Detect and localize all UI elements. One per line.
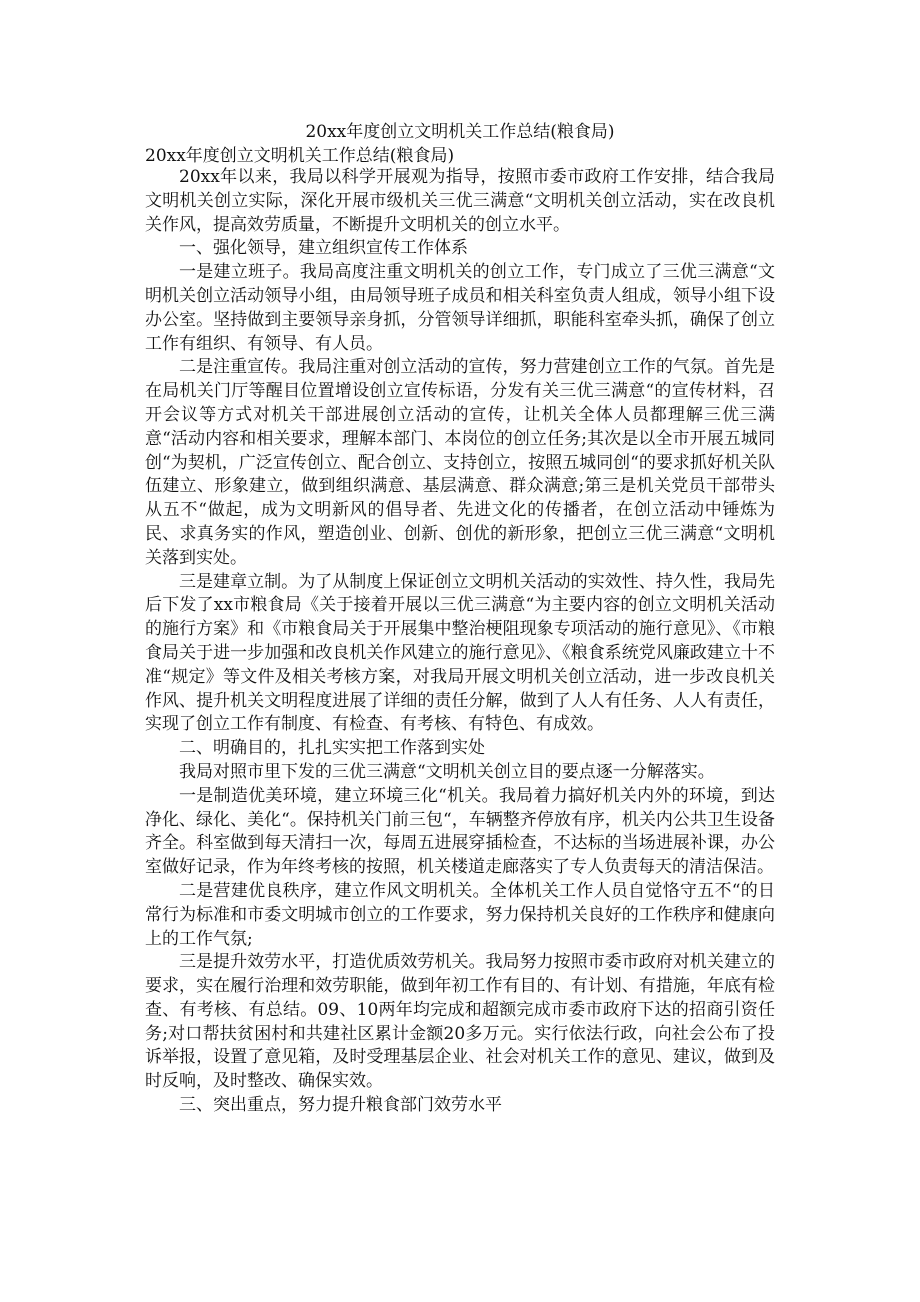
body-paragraph: 我局对照市里下发的三优三满意“文明机关创立目的要点逐一分解落实。: [179, 761, 715, 782]
body-paragraph: 一是建立班子。我局高度注重文明机关的创立工作，专门成立了三优三满意“文明机关创立活动领导小组，由局领导班子成员和相关科室负责人组成，领导小组下设办公室。坚持做到主要领导亲身抓，分管领导详细抓，职能科室牵头抓，确保了创立工作有组织、有领导、有人员。: [145, 262, 775, 354]
body-paragraph: 二是营建优良秩序，建立作风文明机关。全体机关工作人员自觉恪守五不“的日常行为标准和市委文明城市创立的工作要求，努力保持机关良好的工作秩序和健康向上的工作气氛;: [145, 880, 775, 949]
document-title: 20xx年度创立文明机关工作总结(粮食局): [305, 122, 615, 142]
body-paragraph: 三是建章立制。为了从制度上保证创立文明机关活动的实效性、持久性，我局先后下发了xx市粮食局《关于接着开展以三优三满意“为主要内容的创立文明机关活动的施行方案》和《市粮食局关于开展集中整治梗阻现象专项活动的施行意见》、《市粮食局关于进一步加强和改良机关作风建立的施行意见》、《粮食系统党风廉政建立十不准“规定》等文件及相关考核方案，对我局开展文明机关创立活动，进一步改良机关作风、提升机关文明程度进展了详细的责任分解，做到了人人有任务、人人有责任，实现了创立工作有制度、有检查、有考核、有特色、有成效。: [145, 571, 775, 735]
body-paragraph: 二是注重宣传。我局注重对创立活动的宣传，努力营建创立工作的气氛。首先是在局机关门厅等醒目位置增设创立宣传标语，分发有关三优三满意“的宣传材料，召开会议等方式对机关干部进展创立活动的宣传，让机关全体人员都理解三优三满意“活动内容和相关要求，理解本部门、本岗位的创立任务;其次是以全市开展五城同创“为契机，广泛宣传创立、配合创立、支持创立，按照五城同创“的要求抓好机关队伍建立、形象建立，做到组织满意、基层满意、群众满意;第三是机关党员干部带头从五不“做起，成为文明新风的倡导者、先进文化的传播者，在创立活动中锤炼为民、求真务实的作风，塑造创业、创新、创优的新形象，把创立三优三满意“文明机关落到实处。: [145, 357, 775, 568]
document-body: [145, 166, 775, 1118]
body-paragraph: 一是制造优美环境，建立环境三化“机关。我局着力搞好机关内外的环境，到达净化、绿化、美化“。保持机关门前三包“，车辆整齐停放有序，机关内公共卫生设备齐全。科室做到每天清扫一次，每周五进展穿插检查，不达标的当场进展补课，办公室做好记录，作为年终考核的按照，机关楼道走廊落实了专人负责每天的清洁保洁。: [145, 785, 775, 878]
section-heading-1: 一、强化领导，建立组织宣传工作体系: [179, 238, 468, 259]
section-heading-3: 三、突出重点，努力提升粮食部门效劳水平: [179, 1095, 502, 1116]
body-paragraph: 三是提升效劳水平，打造优质效劳机关。我局努力按照市委市政府对机关建立的要求，实在履行治理和效劳职能，做到年初工作有目的、有计划、有措施，年底有检查、有考核、有总结。09、10两年均完成和超额完成市委市政府下达的招商引资任务;对口帮扶贫困村和共建社区累计金额20多万元。实行依法行政，向社会公布了投诉举报，设置了意见箱，及时受理基层企业、社会对机关工作的意见、建议，做到及时反响，及时整改、确保实效。: [145, 952, 775, 1092]
document-subtitle: 20xx年度创立文明机关工作总结(粮食局): [145, 146, 455, 166]
section-heading-2: 二、明确目的，扎扎实实把工作落到实处: [179, 738, 485, 759]
intro-paragraph: 20xx年以来，我局以科学开展观为指导，按照市委市政府工作安排，结合我局文明机关创立实际，深化开展市级机关三优三满意“文明机关创立活动，实在改良机关作风，提高效劳质量，不断提升文明机关的创立水平。: [145, 167, 775, 235]
